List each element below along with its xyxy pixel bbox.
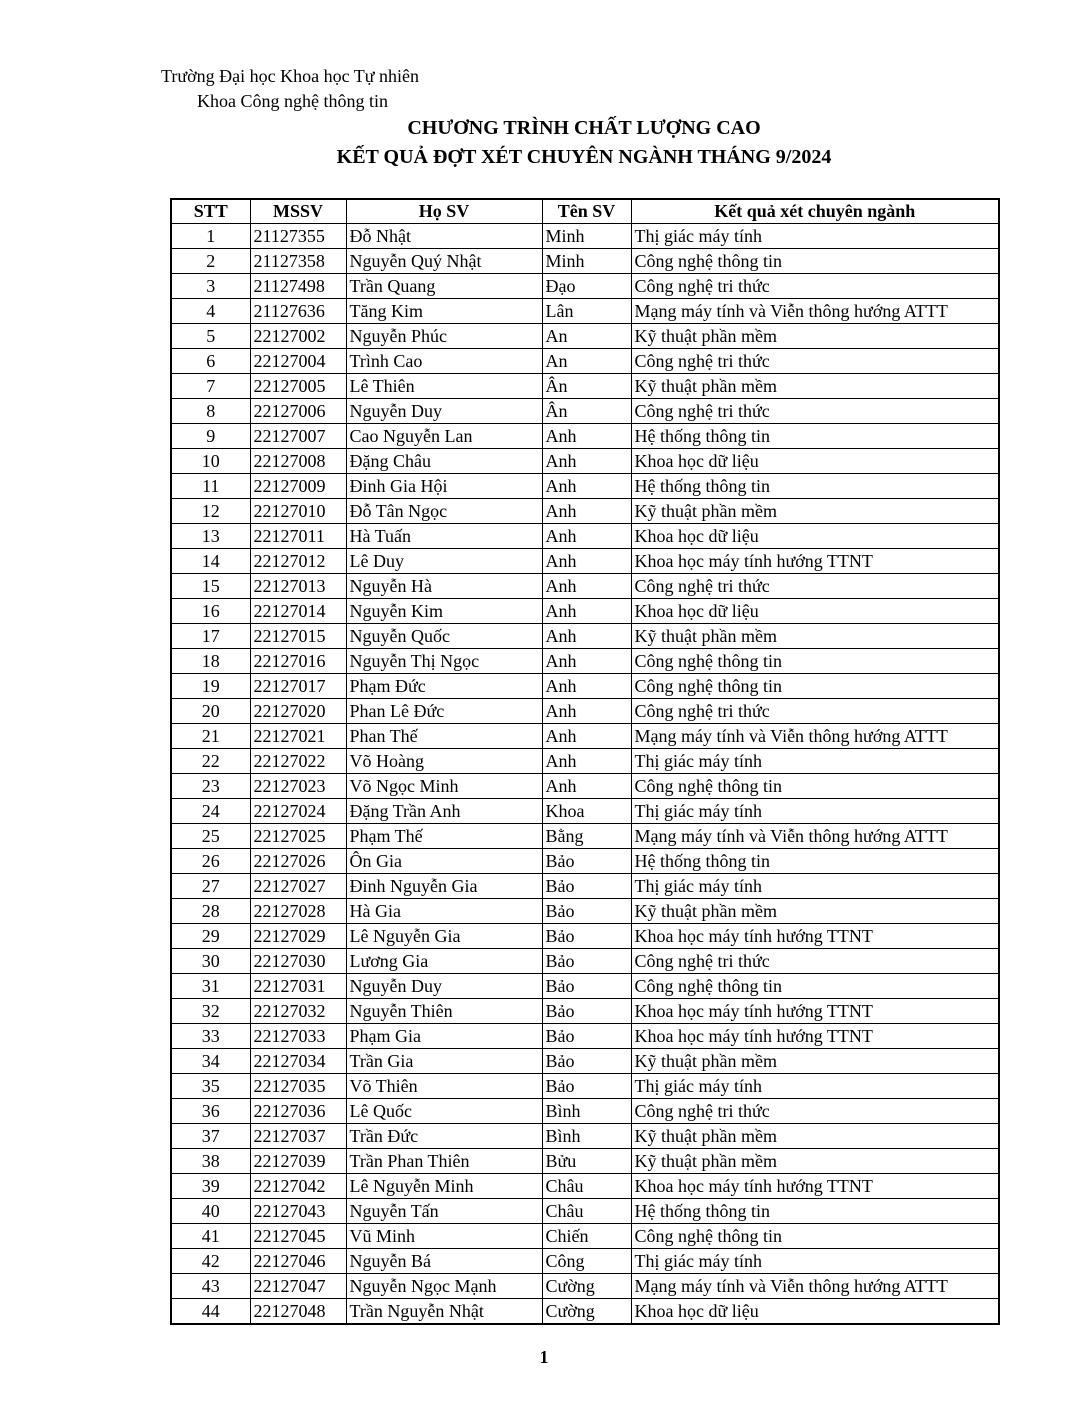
cell-given-name: Anh — [542, 424, 631, 449]
cell-major-result: Kỹ thuật phần mềm — [631, 499, 999, 524]
cell-surname: Trần Phan Thiên — [346, 1149, 542, 1174]
cell-mssv: 22127012 — [250, 549, 346, 574]
column-header-given-name: Tên SV — [542, 199, 631, 224]
cell-surname: Tăng Kim — [346, 299, 542, 324]
cell-surname: Đinh Gia Hội — [346, 474, 542, 499]
cell-stt: 17 — [171, 624, 250, 649]
cell-given-name: Bửu — [542, 1149, 631, 1174]
cell-surname: Đỗ Nhật — [346, 224, 542, 249]
cell-stt: 39 — [171, 1174, 250, 1199]
cell-mssv: 22127006 — [250, 399, 346, 424]
cell-surname: Nguyễn Quốc — [346, 624, 542, 649]
cell-stt: 34 — [171, 1049, 250, 1074]
cell-surname: Nguyễn Thị Ngọc — [346, 649, 542, 674]
cell-given-name: Anh — [542, 474, 631, 499]
cell-major-result: Thị giác máy tính — [631, 1074, 999, 1099]
table-header-row — [171, 199, 999, 224]
cell-stt: 35 — [171, 1074, 250, 1099]
cell-given-name: Anh — [542, 549, 631, 574]
table-row — [171, 1199, 999, 1224]
cell-major-result: Mạng máy tính và Viễn thông hướng ATTT — [631, 824, 999, 849]
table-row — [171, 899, 999, 924]
cell-mssv: 22127023 — [250, 774, 346, 799]
cell-stt: 18 — [171, 649, 250, 674]
cell-mssv: 21127636 — [250, 299, 346, 324]
cell-surname: Nguyễn Quý Nhật — [346, 249, 542, 274]
cell-given-name: Công — [542, 1249, 631, 1274]
cell-stt: 3 — [171, 274, 250, 299]
cell-given-name: Chiến — [542, 1224, 631, 1249]
cell-mssv: 22127039 — [250, 1149, 346, 1174]
cell-surname: Nguyễn Ngọc Mạnh — [346, 1274, 542, 1299]
cell-mssv: 21127355 — [250, 224, 346, 249]
cell-stt: 36 — [171, 1099, 250, 1124]
table-row — [171, 424, 999, 449]
cell-stt: 30 — [171, 949, 250, 974]
cell-stt: 37 — [171, 1124, 250, 1149]
cell-surname: Nguyễn Bá — [346, 1249, 542, 1274]
cell-surname: Nguyễn Thiên — [346, 999, 542, 1024]
table-row — [171, 299, 999, 324]
cell-surname: Cao Nguyễn Lan — [346, 424, 542, 449]
cell-stt: 27 — [171, 874, 250, 899]
cell-stt: 21 — [171, 724, 250, 749]
cell-given-name: Bình — [542, 1099, 631, 1124]
cell-stt: 14 — [171, 549, 250, 574]
cell-major-result: Công nghệ thông tin — [631, 649, 999, 674]
table-row — [171, 849, 999, 874]
table-row — [171, 974, 999, 999]
table-row — [171, 1099, 999, 1124]
cell-stt: 24 — [171, 799, 250, 824]
cell-major-result: Công nghệ thông tin — [631, 1224, 999, 1249]
cell-mssv: 22127025 — [250, 824, 346, 849]
cell-major-result: Thị giác máy tính — [631, 874, 999, 899]
cell-mssv: 22127007 — [250, 424, 346, 449]
table-row — [171, 574, 999, 599]
cell-surname: Hà Gia — [346, 899, 542, 924]
cell-stt: 2 — [171, 249, 250, 274]
cell-given-name: Bảo — [542, 974, 631, 999]
cell-mssv: 22127011 — [250, 524, 346, 549]
cell-given-name: Anh — [542, 449, 631, 474]
faculty-name: Khoa Công nghệ thông tin — [197, 91, 388, 111]
table-row — [171, 374, 999, 399]
cell-mssv: 22127024 — [250, 799, 346, 824]
table-row — [171, 1024, 999, 1049]
cell-given-name: Bảo — [542, 999, 631, 1024]
cell-given-name: Đạo — [542, 274, 631, 299]
cell-mssv: 22127036 — [250, 1099, 346, 1124]
cell-major-result: Khoa học máy tính hướng TTNT — [631, 924, 999, 949]
cell-stt: 26 — [171, 849, 250, 874]
cell-mssv: 22127026 — [250, 849, 346, 874]
cell-mssv: 22127032 — [250, 999, 346, 1024]
cell-major-result: Khoa học máy tính hướng TTNT — [631, 549, 999, 574]
table-row — [171, 949, 999, 974]
cell-mssv: 22127004 — [250, 349, 346, 374]
cell-major-result: Công nghệ tri thức — [631, 949, 999, 974]
cell-given-name: Ân — [542, 374, 631, 399]
cell-mssv: 22127002 — [250, 324, 346, 349]
cell-mssv: 22127034 — [250, 1049, 346, 1074]
cell-stt: 43 — [171, 1274, 250, 1299]
cell-surname: Đặng Trần Anh — [346, 799, 542, 824]
cell-mssv: 22127016 — [250, 649, 346, 674]
table-row — [171, 1224, 999, 1249]
cell-given-name: Cường — [542, 1299, 631, 1325]
cell-major-result: Công nghệ thông tin — [631, 774, 999, 799]
cell-given-name: Cường — [542, 1274, 631, 1299]
cell-stt: 9 — [171, 424, 250, 449]
cell-major-result: Mạng máy tính và Viễn thông hướng ATTT — [631, 1274, 999, 1299]
cell-given-name: Anh — [542, 599, 631, 624]
cell-surname: Lê Thiên — [346, 374, 542, 399]
cell-given-name: Bình — [542, 1124, 631, 1149]
cell-mssv: 22127035 — [250, 1074, 346, 1099]
cell-major-result: Thị giác máy tính — [631, 749, 999, 774]
table-row — [171, 274, 999, 299]
cell-stt: 10 — [171, 449, 250, 474]
cell-surname: Trần Gia — [346, 1049, 542, 1074]
cell-mssv: 22127033 — [250, 1024, 346, 1049]
cell-stt: 41 — [171, 1224, 250, 1249]
cell-surname: Lê Nguyễn Gia — [346, 924, 542, 949]
university-name: Trường Đại học Khoa học Tự nhiên — [161, 66, 420, 86]
cell-mssv: 22127022 — [250, 749, 346, 774]
document-title: CHƯƠNG TRÌNH CHẤT LƯỢNG CAO — [407, 117, 761, 139]
cell-mssv: 22127047 — [250, 1274, 346, 1299]
cell-surname: Lương Gia — [346, 949, 542, 974]
cell-given-name: Châu — [542, 1174, 631, 1199]
cell-major-result: Hệ thống thông tin — [631, 1199, 999, 1224]
cell-major-result: Công nghệ tri thức — [631, 399, 999, 424]
cell-major-result: Mạng máy tính và Viễn thông hướng ATTT — [631, 724, 999, 749]
table-row — [171, 924, 999, 949]
cell-major-result: Thị giác máy tính — [631, 1249, 999, 1274]
cell-mssv: 22127029 — [250, 924, 346, 949]
cell-given-name: Bảo — [542, 849, 631, 874]
cell-given-name: Bằng — [542, 824, 631, 849]
cell-major-result: Kỹ thuật phần mềm — [631, 1149, 999, 1174]
cell-given-name: Bảo — [542, 949, 631, 974]
cell-major-result: Công nghệ thông tin — [631, 974, 999, 999]
cell-surname: Nguyễn Hà — [346, 574, 542, 599]
cell-mssv: 22127048 — [250, 1299, 346, 1325]
table-row — [171, 449, 999, 474]
cell-mssv: 22127045 — [250, 1224, 346, 1249]
cell-surname: Trần Quang — [346, 274, 542, 299]
column-header-major-result: Kết quả xét chuyên ngành — [631, 199, 999, 224]
cell-major-result: Khoa học dữ liệu — [631, 599, 999, 624]
cell-given-name: Anh — [542, 524, 631, 549]
cell-given-name: An — [542, 349, 631, 374]
table-row — [171, 999, 999, 1024]
cell-surname: Nguyễn Kim — [346, 599, 542, 624]
cell-surname: Đinh Nguyễn Gia — [346, 874, 542, 899]
cell-surname: Võ Thiên — [346, 1074, 542, 1099]
cell-given-name: Anh — [542, 699, 631, 724]
cell-given-name: Bảo — [542, 924, 631, 949]
cell-major-result: Khoa học máy tính hướng TTNT — [631, 999, 999, 1024]
cell-major-result: Kỹ thuật phần mềm — [631, 624, 999, 649]
table-row — [171, 1274, 999, 1299]
cell-given-name: Bảo — [542, 899, 631, 924]
cell-surname: Lê Nguyễn Minh — [346, 1174, 542, 1199]
table-row — [171, 249, 999, 274]
cell-given-name: Anh — [542, 749, 631, 774]
cell-major-result: Hệ thống thông tin — [631, 849, 999, 874]
cell-stt: 11 — [171, 474, 250, 499]
cell-given-name: Anh — [542, 649, 631, 674]
table-row — [171, 1049, 999, 1074]
cell-major-result: Khoa học dữ liệu — [631, 449, 999, 474]
table-row — [171, 824, 999, 849]
document-subtitle: KẾT QUẢ ĐỢT XÉT CHUYÊN NGÀNH THÁNG 9/2024 — [336, 146, 832, 168]
cell-surname: Vũ Minh — [346, 1224, 542, 1249]
cell-stt: 31 — [171, 974, 250, 999]
cell-mssv: 22127042 — [250, 1174, 346, 1199]
cell-stt: 32 — [171, 999, 250, 1024]
cell-major-result: Kỹ thuật phần mềm — [631, 899, 999, 924]
cell-mssv: 22127028 — [250, 899, 346, 924]
cell-mssv: 22127009 — [250, 474, 346, 499]
table-row — [171, 649, 999, 674]
table-row — [171, 599, 999, 624]
cell-major-result: Khoa học dữ liệu — [631, 524, 999, 549]
cell-surname: Hà Tuấn — [346, 524, 542, 549]
column-header-stt: STT — [171, 199, 250, 224]
cell-surname: Nguyễn Duy — [346, 399, 542, 424]
cell-mssv: 22127043 — [250, 1199, 346, 1224]
table-row — [171, 399, 999, 424]
cell-given-name: Lân — [542, 299, 631, 324]
cell-mssv: 22127030 — [250, 949, 346, 974]
cell-major-result: Hệ thống thông tin — [631, 424, 999, 449]
table-row — [171, 1174, 999, 1199]
cell-surname: Võ Hoàng — [346, 749, 542, 774]
cell-mssv: 22127046 — [250, 1249, 346, 1274]
cell-stt: 5 — [171, 324, 250, 349]
cell-major-result: Công nghệ tri thức — [631, 574, 999, 599]
cell-stt: 6 — [171, 349, 250, 374]
table-row — [171, 1074, 999, 1099]
cell-major-result: Kỹ thuật phần mềm — [631, 1049, 999, 1074]
cell-given-name: Ân — [542, 399, 631, 424]
cell-surname: Trần Đức — [346, 1124, 542, 1149]
cell-major-result: Khoa học máy tính hướng TTNT — [631, 1174, 999, 1199]
cell-stt: 12 — [171, 499, 250, 524]
cell-major-result: Thị giác máy tính — [631, 224, 999, 249]
cell-mssv: 21127498 — [250, 274, 346, 299]
table-row — [171, 474, 999, 499]
cell-mssv: 22127020 — [250, 699, 346, 724]
cell-surname: Phan Thế — [346, 724, 542, 749]
cell-mssv: 22127014 — [250, 599, 346, 624]
table-row — [171, 699, 999, 724]
cell-major-result: Kỹ thuật phần mềm — [631, 374, 999, 399]
cell-major-result: Công nghệ tri thức — [631, 699, 999, 724]
cell-mssv: 22127031 — [250, 974, 346, 999]
cell-stt: 20 — [171, 699, 250, 724]
cell-stt: 16 — [171, 599, 250, 624]
cell-given-name: An — [542, 324, 631, 349]
table-row — [171, 349, 999, 374]
table-row — [171, 324, 999, 349]
cell-given-name: Anh — [542, 574, 631, 599]
table-row — [171, 549, 999, 574]
table-row — [171, 874, 999, 899]
table-row — [171, 1124, 999, 1149]
cell-stt: 15 — [171, 574, 250, 599]
table-row — [171, 674, 999, 699]
cell-given-name: Bảo — [542, 1049, 631, 1074]
cell-given-name: Minh — [542, 249, 631, 274]
cell-stt: 33 — [171, 1024, 250, 1049]
table-body — [171, 224, 999, 1325]
cell-stt: 1 — [171, 224, 250, 249]
table-row — [171, 724, 999, 749]
cell-mssv: 22127037 — [250, 1124, 346, 1149]
cell-surname: Trình Cao — [346, 349, 542, 374]
cell-stt: 28 — [171, 899, 250, 924]
cell-major-result: Công nghệ tri thức — [631, 274, 999, 299]
results-table — [170, 198, 1000, 1325]
cell-mssv: 22127027 — [250, 874, 346, 899]
cell-stt: 7 — [171, 374, 250, 399]
page-number: 1 — [539, 1347, 549, 1367]
cell-mssv: 22127017 — [250, 674, 346, 699]
cell-major-result: Khoa học máy tính hướng TTNT — [631, 1024, 999, 1049]
cell-given-name: Anh — [542, 624, 631, 649]
table-row — [171, 1249, 999, 1274]
column-header-mssv: MSSV — [250, 199, 346, 224]
cell-given-name: Minh — [542, 224, 631, 249]
cell-given-name: Anh — [542, 674, 631, 699]
cell-stt: 42 — [171, 1249, 250, 1274]
cell-mssv: 22127021 — [250, 724, 346, 749]
cell-stt: 19 — [171, 674, 250, 699]
cell-surname: Phạm Gia — [346, 1024, 542, 1049]
table-row — [171, 624, 999, 649]
cell-given-name: Anh — [542, 774, 631, 799]
table-row — [171, 524, 999, 549]
table-row — [171, 224, 999, 249]
cell-surname: Trần Nguyễn Nhật — [346, 1299, 542, 1325]
cell-surname: Lê Duy — [346, 549, 542, 574]
cell-major-result: Công nghệ tri thức — [631, 1099, 999, 1124]
cell-major-result: Kỹ thuật phần mềm — [631, 324, 999, 349]
cell-stt: 25 — [171, 824, 250, 849]
cell-mssv: 22127008 — [250, 449, 346, 474]
cell-surname: Đặng Châu — [346, 449, 542, 474]
cell-stt: 8 — [171, 399, 250, 424]
table-row — [171, 799, 999, 824]
cell-mssv: 22127013 — [250, 574, 346, 599]
cell-surname: Nguyễn Duy — [346, 974, 542, 999]
column-header-surname: Họ SV — [346, 199, 542, 224]
cell-stt: 29 — [171, 924, 250, 949]
cell-stt: 4 — [171, 299, 250, 324]
cell-given-name: Bảo — [542, 874, 631, 899]
cell-mssv: 21127358 — [250, 249, 346, 274]
cell-major-result: Công nghệ thông tin — [631, 249, 999, 274]
cell-given-name: Khoa — [542, 799, 631, 824]
cell-given-name: Anh — [542, 724, 631, 749]
cell-given-name: Anh — [542, 499, 631, 524]
cell-major-result: Kỹ thuật phần mềm — [631, 1124, 999, 1149]
cell-surname: Phạm Thế — [346, 824, 542, 849]
cell-surname: Phạm Đức — [346, 674, 542, 699]
cell-surname: Lê Quốc — [346, 1099, 542, 1124]
cell-major-result: Thị giác máy tính — [631, 799, 999, 824]
cell-surname: Ôn Gia — [346, 849, 542, 874]
cell-surname: Võ Ngọc Minh — [346, 774, 542, 799]
cell-surname: Nguyễn Phúc — [346, 324, 542, 349]
cell-stt: 40 — [171, 1199, 250, 1224]
table-row — [171, 749, 999, 774]
cell-given-name: Bảo — [542, 1074, 631, 1099]
cell-mssv: 22127010 — [250, 499, 346, 524]
cell-stt: 38 — [171, 1149, 250, 1174]
cell-given-name: Bảo — [542, 1024, 631, 1049]
cell-stt: 44 — [171, 1299, 250, 1325]
cell-mssv: 22127005 — [250, 374, 346, 399]
cell-surname: Đỗ Tân Ngọc — [346, 499, 542, 524]
cell-major-result: Công nghệ tri thức — [631, 349, 999, 374]
table-row — [171, 1149, 999, 1174]
cell-given-name: Châu — [542, 1199, 631, 1224]
cell-major-result: Hệ thống thông tin — [631, 474, 999, 499]
table-row — [171, 499, 999, 524]
cell-surname: Phan Lê Đức — [346, 699, 542, 724]
cell-stt: 13 — [171, 524, 250, 549]
cell-mssv: 22127015 — [250, 624, 346, 649]
cell-major-result: Công nghệ thông tin — [631, 674, 999, 699]
table-row — [171, 1299, 999, 1325]
cell-major-result: Mạng máy tính và Viễn thông hướng ATTT — [631, 299, 999, 324]
table-row — [171, 774, 999, 799]
cell-surname: Nguyễn Tấn — [346, 1199, 542, 1224]
cell-stt: 22 — [171, 749, 250, 774]
cell-major-result: Khoa học dữ liệu — [631, 1299, 999, 1325]
cell-stt: 23 — [171, 774, 250, 799]
